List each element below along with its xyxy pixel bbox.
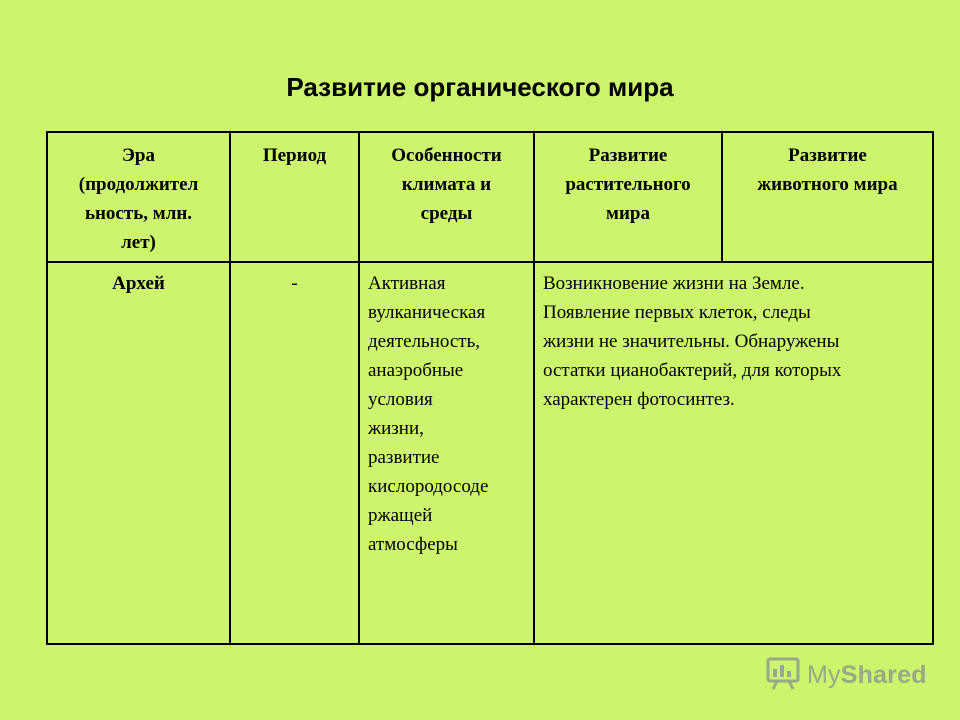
plants-line: остатки цианобактерий, для которых — [543, 360, 842, 381]
table-border-top — [46, 131, 934, 133]
header-plants — [535, 141, 721, 228]
header-climate-line: климата и — [401, 174, 492, 195]
logo-text-shared: Shared — [840, 660, 927, 689]
climate-line: условия — [368, 389, 433, 410]
header-animals-line: животного мира — [757, 174, 898, 195]
evolution-table — [46, 131, 934, 645]
header-row-divider — [46, 261, 934, 263]
header-era — [48, 141, 229, 257]
climate-line: атмосферы — [368, 534, 458, 555]
header-era-line: лет) — [121, 232, 156, 253]
plants-line: Появление первых клеток, следы — [543, 302, 811, 323]
cell-era-archean: Архей — [112, 273, 165, 294]
climate-line: жизни, — [368, 418, 424, 439]
header-climate — [360, 141, 533, 228]
cell-plants-animals — [543, 269, 928, 414]
header-period: Период — [262, 145, 327, 166]
cell-period: - — [291, 273, 298, 294]
header-plants-line: Развитие — [588, 145, 668, 166]
header-animals-line: Развитие — [788, 145, 867, 166]
myshared-logo[interactable] — [765, 655, 927, 695]
logo-text-my: My — [807, 660, 841, 689]
presentation-icon — [765, 655, 801, 696]
climate-line: анаэробные — [368, 360, 464, 381]
table-border-bottom — [46, 643, 934, 645]
climate-line: развитие — [368, 447, 440, 468]
header-climate-line: Особенности — [391, 145, 502, 166]
header-era-line: (продолжител — [78, 174, 199, 195]
header-animals — [723, 141, 932, 199]
cell-climate — [368, 269, 533, 559]
page-title: Развитие органического мира — [286, 72, 674, 102]
climate-line: ржащей — [368, 505, 433, 526]
header-plants-line: растительного — [565, 174, 691, 195]
plants-line: характерен фотосинтез. — [543, 389, 735, 410]
logo-text — [807, 661, 927, 690]
header-climate-line: среды — [420, 203, 473, 224]
column-divider-1 — [229, 131, 231, 645]
header-era-line: Эра — [122, 145, 155, 166]
table-border-right — [932, 131, 934, 645]
header-era-line: ьность, млн. — [84, 203, 193, 224]
plants-line: жизни не значительны. Обнаружены — [543, 331, 840, 352]
plants-line: Возникновение жизни на Земле. — [543, 273, 805, 294]
climate-line: кислородосоде — [368, 476, 489, 497]
climate-line: вулканическая — [368, 302, 486, 323]
climate-line: деятельность, — [368, 331, 481, 352]
header-plants-line: мира — [606, 203, 650, 224]
climate-line: Активная — [368, 273, 446, 294]
